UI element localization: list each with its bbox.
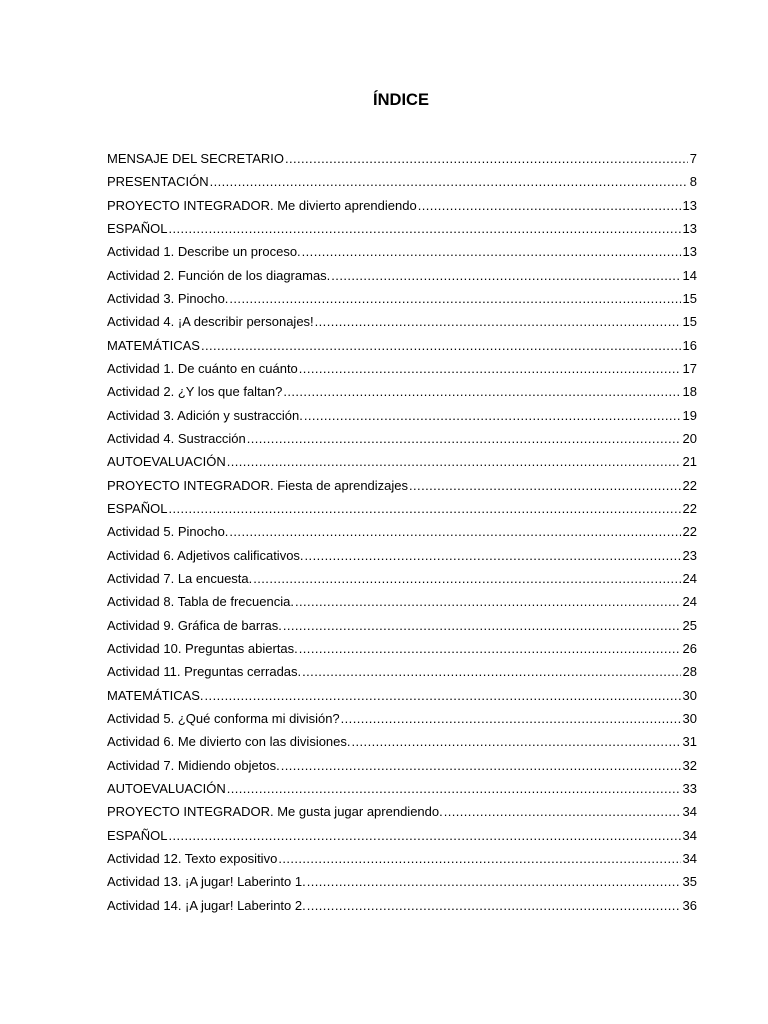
toc-entry-page-number: 20 — [682, 430, 697, 446]
toc-entry-page-number: 7 — [689, 151, 697, 166]
toc-dot-leader — [168, 497, 680, 520]
toc-entry-page-number: 34 — [682, 850, 697, 866]
toc-entry-label: MATEMÁTICAS — [107, 337, 200, 353]
toc-entry-label: Actividad 4. Sustracción — [107, 430, 246, 446]
toc-entry — [107, 684, 697, 707]
toc-entry — [107, 380, 697, 403]
toc-entry-page-number: 22 — [682, 524, 697, 540]
toc-entry-label: Actividad 2. ¿Y los que faltan? — [107, 384, 283, 400]
toc-entry — [107, 194, 697, 217]
toc-entry — [107, 754, 697, 777]
toc-entry — [107, 824, 697, 847]
toc-entry — [107, 567, 697, 590]
toc-dot-leader — [418, 194, 681, 217]
toc-entry — [107, 334, 697, 357]
toc-entry — [107, 660, 697, 683]
toc-entry-label: Actividad 13. ¡A jugar! Laberinto 1. — [107, 874, 306, 890]
toc-entry-label: Actividad 7. Midiendo objetos. — [107, 757, 280, 773]
toc-dot-leader — [307, 894, 681, 917]
toc-entry-page-number: 18 — [682, 384, 697, 400]
toc-entry-page-number: 31 — [682, 734, 697, 750]
toc-entry-label: ESPAÑOL — [107, 500, 168, 516]
toc-entry — [107, 520, 697, 543]
toc-entry-page-number: 36 — [682, 897, 697, 913]
toc-entry — [107, 637, 697, 660]
toc-entry-label: PROYECTO INTEGRADOR. Me gusta jugar aprendiendo. — [107, 804, 443, 820]
toc-dot-leader — [278, 847, 680, 870]
toc-entry — [107, 217, 697, 240]
toc-entry-page-number: 22 — [682, 500, 697, 516]
toc-dot-leader — [444, 800, 681, 823]
toc-entry-page-number: 14 — [682, 267, 697, 283]
toc-entry-page-number: 32 — [682, 757, 697, 773]
toc-dot-leader — [227, 450, 681, 473]
toc-dot-leader — [283, 614, 681, 637]
toc-entry — [107, 777, 697, 800]
toc-dot-leader — [299, 637, 681, 660]
toc-entry — [107, 544, 697, 567]
toc-entry-label: MATEMÁTICAS. — [107, 687, 204, 703]
toc-entry-page-number: 13 — [682, 244, 697, 260]
toc-entry-page-number: 26 — [682, 640, 697, 656]
toc-entry-label: AUTOEVALUACIÓN — [107, 780, 226, 796]
toc-dot-leader — [247, 427, 681, 450]
toc-entry-label: PRESENTACIÓN — [107, 174, 209, 190]
toc-dot-leader — [229, 287, 680, 310]
toc-entry-label: ESPAÑOL — [107, 220, 168, 236]
toc-entry — [107, 357, 697, 380]
toc-dot-leader — [168, 824, 680, 847]
toc-entry — [107, 800, 697, 823]
toc-entry-page-number: 33 — [682, 780, 697, 796]
toc-entry-label: Actividad 10. Preguntas abiertas. — [107, 640, 298, 656]
toc-entry — [107, 614, 697, 637]
toc-dot-leader — [305, 544, 681, 567]
toc-dot-leader — [229, 520, 680, 543]
toc-dot-leader — [283, 380, 680, 403]
page-title: ÍNDICE — [373, 91, 429, 109]
toc-entry-label: Actividad 14. ¡A jugar! Laberinto 2. — [107, 897, 306, 913]
toc-dot-leader — [201, 334, 681, 357]
toc-entry-page-number: 23 — [682, 547, 697, 563]
toc-entry-page-number: 30 — [682, 710, 697, 726]
toc-dot-leader — [295, 590, 681, 613]
toc-dot-leader — [253, 567, 680, 590]
toc-entry-page-number: 34 — [682, 804, 697, 820]
toc-entry-page-number: 13 — [682, 197, 697, 213]
toc-dot-leader — [227, 777, 681, 800]
toc-entry-label: PROYECTO INTEGRADOR. Me divierto aprendiendo — [107, 197, 417, 213]
toc-dot-leader — [409, 474, 681, 497]
toc-entry-page-number: 24 — [682, 570, 697, 586]
toc-entry-label: MENSAJE DEL SECRETARIO — [107, 151, 284, 166]
toc-entry-label: Actividad 11. Preguntas cerradas. — [107, 664, 302, 680]
toc-entry — [107, 870, 697, 893]
toc-dot-leader — [168, 217, 680, 240]
toc-entry-page-number: 8 — [689, 174, 697, 190]
toc-entry-page-number: 16 — [682, 337, 697, 353]
toc-entry-label: Actividad 3. Pinocho. — [107, 290, 229, 306]
toc-entry — [107, 847, 697, 870]
toc-dot-leader — [302, 660, 680, 683]
toc-entry-page-number: 15 — [682, 290, 697, 306]
toc-entry — [107, 497, 697, 520]
toc-entry — [107, 240, 697, 263]
toc-dot-leader — [304, 404, 681, 427]
toc-dot-leader — [331, 264, 680, 287]
toc-entry — [107, 170, 697, 193]
toc-dot-leader — [210, 170, 688, 193]
toc-entry — [107, 450, 697, 473]
toc-entry-page-number: 21 — [682, 454, 697, 470]
toc-entry — [107, 264, 697, 287]
toc-entry — [107, 730, 697, 753]
toc-entry — [107, 894, 697, 917]
toc-entry-page-number: 13 — [682, 220, 697, 236]
toc-entry-label: Actividad 3. Adición y sustracción. — [107, 407, 303, 423]
toc-entry — [107, 707, 697, 730]
toc-entry — [107, 147, 697, 170]
toc-entry-page-number: 19 — [682, 407, 697, 423]
toc-entry-label: Actividad 9. Gráfica de barras. — [107, 617, 282, 633]
toc-entry-label: Actividad 1. De cuánto en cuánto — [107, 360, 298, 376]
toc-entry-label: Actividad 7. La encuesta. — [107, 570, 253, 586]
toc-entry-page-number: 25 — [682, 617, 697, 633]
toc-dot-leader — [302, 240, 681, 263]
toc-entry — [107, 404, 697, 427]
toc-entry-page-number: 24 — [682, 594, 697, 610]
toc-entry — [107, 287, 697, 310]
toc-entry — [107, 427, 697, 450]
toc-entry-page-number: 17 — [682, 360, 697, 376]
table-of-contents — [107, 147, 697, 917]
toc-entry-label: Actividad 8. Tabla de frecuencia. — [107, 594, 294, 610]
toc-entry — [107, 310, 697, 333]
toc-entry-page-number: 35 — [682, 874, 697, 890]
toc-dot-leader — [281, 754, 681, 777]
toc-dot-leader — [285, 147, 688, 170]
toc-entry — [107, 590, 697, 613]
toc-dot-leader — [341, 707, 681, 730]
toc-entry-label: Actividad 5. Pinocho. — [107, 524, 229, 540]
toc-dot-leader — [205, 684, 681, 707]
toc-entry-label: Actividad 4. ¡A describir personajes! — [107, 314, 314, 330]
toc-dot-leader — [299, 357, 681, 380]
toc-dot-leader — [307, 870, 681, 893]
toc-entry-page-number: 15 — [682, 314, 697, 330]
toc-entry-label: PROYECTO INTEGRADOR. Fiesta de aprendizajes — [107, 477, 409, 493]
toc-entry-label: Actividad 12. Texto expositivo — [107, 850, 278, 866]
toc-entry-page-number: 34 — [682, 827, 697, 843]
toc-entry-label: Actividad 1. Describe un proceso. — [107, 244, 301, 260]
toc-entry-label: Actividad 6. Adjetivos calificativos. — [107, 547, 304, 563]
toc-entry-label: AUTOEVALUACIÓN — [107, 454, 226, 470]
toc-entry-page-number: 22 — [682, 477, 697, 493]
toc-entry-label: Actividad 2. Función de los diagramas. — [107, 267, 331, 283]
toc-dot-leader — [352, 730, 681, 753]
toc-entry — [107, 474, 697, 497]
toc-dot-leader — [315, 310, 681, 333]
toc-entry-page-number: 30 — [682, 687, 697, 703]
toc-entry-label: Actividad 5. ¿Qué conforma mi división? — [107, 710, 340, 726]
toc-entry-label: Actividad 6. Me divierto con las divisiones. — [107, 734, 351, 750]
toc-entry-label: ESPAÑOL — [107, 827, 168, 843]
toc-entry-page-number: 28 — [682, 664, 697, 680]
